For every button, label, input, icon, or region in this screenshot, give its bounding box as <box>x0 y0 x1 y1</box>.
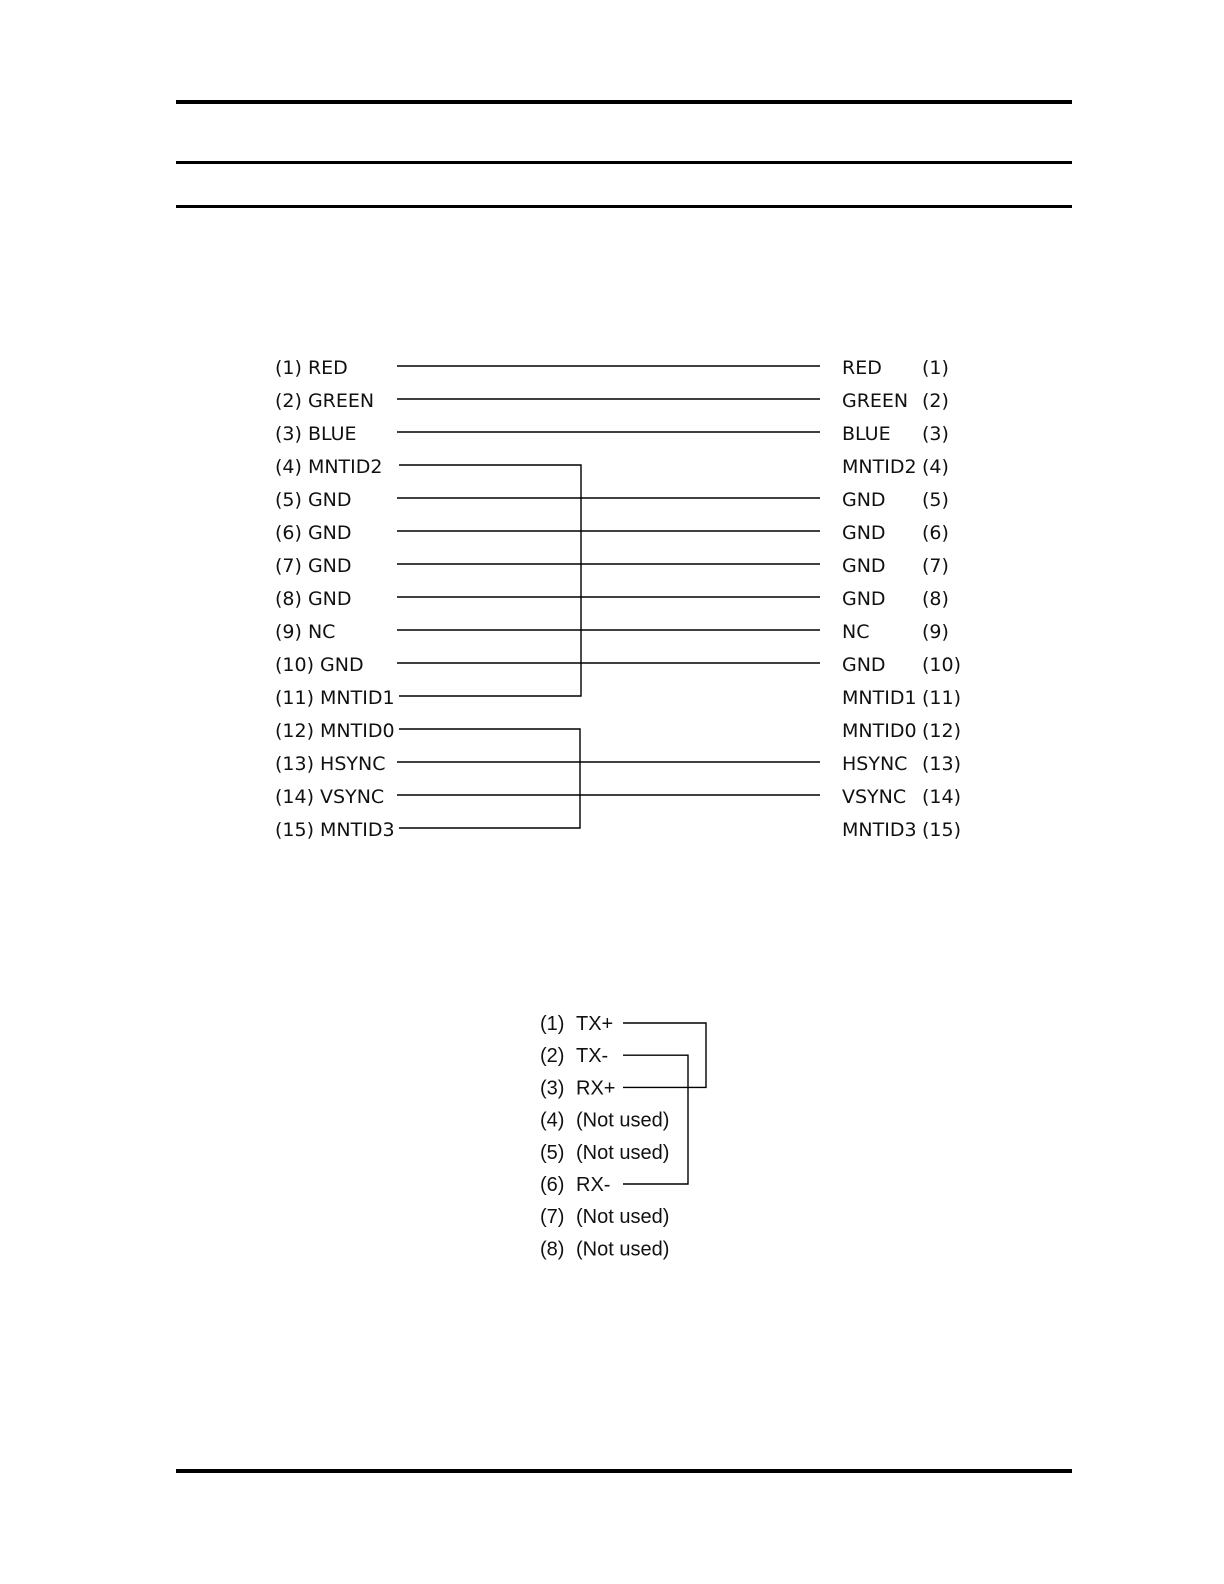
vga-loopback-wire <box>399 465 581 696</box>
lan-loopback-diagram <box>540 1013 706 1260</box>
lan-pin-number: (4) <box>540 1109 565 1132</box>
vga-right-pin-name: MNTID1 <box>842 687 917 709</box>
vga-right-pin-number: (11) <box>922 687 962 709</box>
vga-left-pin-label: (6) GND <box>275 522 352 544</box>
vga-left-pin-label: (15) MNTID3 <box>275 819 395 841</box>
lan-pin-number: (5) <box>540 1141 565 1164</box>
vga-right-pin-name: GND <box>842 489 886 511</box>
vga-cable-diagram <box>275 357 961 841</box>
vga-left-pin-label: (12) MNTID0 <box>275 720 395 742</box>
vga-left-pin-label: (5) GND <box>275 489 352 511</box>
vga-left-pin-label: (4) MNTID2 <box>275 456 383 478</box>
vga-right-pin-number: (6) <box>922 522 949 544</box>
lan-pin-number: (7) <box>540 1206 565 1229</box>
vga-right-pin-name: MNTID2 <box>842 456 917 478</box>
lan-pin-name: RX+ <box>576 1077 616 1100</box>
vga-right-pin-name: MNTID3 <box>842 819 917 841</box>
vga-left-pin-label: (10) GND <box>275 654 364 676</box>
vga-right-pin-name: GND <box>842 588 886 610</box>
lan-pin-name: (Not used) <box>576 1141 670 1164</box>
lan-pin-number: (3) <box>540 1077 565 1100</box>
vga-left-pin-label: (11) MNTID1 <box>275 687 395 709</box>
vga-right-pin-number: (8) <box>922 588 949 610</box>
vga-right-pin-number: (10) <box>922 654 962 676</box>
vga-loopback-wire <box>399 729 580 828</box>
lan-pin-number: (1) <box>540 1013 565 1035</box>
lan-pin-number: (2) <box>540 1045 565 1068</box>
vga-right-pin-name: BLUE <box>842 423 891 445</box>
vga-left-pin-label: (7) GND <box>275 555 352 577</box>
vga-right-pin-name: VSYNC <box>842 786 907 808</box>
lan-pin-name: (Not used) <box>576 1238 670 1261</box>
vga-right-pin-number: (7) <box>922 555 949 577</box>
vga-right-pin-name: GREEN <box>842 390 909 412</box>
vga-right-pin-number: (1) <box>922 357 949 379</box>
vga-left-pin-label: (3) BLUE <box>275 423 357 445</box>
lan-pin-number: (8) <box>540 1238 565 1261</box>
lan-pin-name: RX- <box>576 1174 611 1196</box>
vga-left-pin-label: (9) NC <box>275 621 336 643</box>
vga-right-pin-number: (13) <box>922 753 962 775</box>
vga-right-pin-number: (3) <box>922 423 949 445</box>
vga-right-pin-name: GND <box>842 555 886 577</box>
lan-pin-name: (Not used) <box>576 1206 670 1229</box>
vga-left-pin-label: (1) RED <box>275 357 348 379</box>
lan-pin-name: TX+ <box>576 1013 614 1035</box>
vga-right-pin-name: GND <box>842 654 886 676</box>
vga-right-pin-number: (2) <box>922 390 949 412</box>
vga-right-pin-name: NC <box>842 621 870 643</box>
lan-pin-name: TX- <box>576 1045 609 1068</box>
vga-right-pin-name: GND <box>842 522 886 544</box>
vga-right-pin-number: (9) <box>922 621 949 643</box>
vga-right-pin-name: RED <box>842 357 882 379</box>
vga-right-pin-name: HSYNC <box>842 753 908 775</box>
lan-pin-number: (6) <box>540 1174 565 1196</box>
vga-left-pin-label: (2) GREEN <box>275 390 375 412</box>
vga-left-pin-label: (14) VSYNC <box>275 786 385 808</box>
vga-left-pin-label: (8) GND <box>275 588 352 610</box>
vga-right-pin-number: (15) <box>922 819 962 841</box>
vga-right-pin-number: (14) <box>922 786 962 808</box>
vga-right-pin-number: (4) <box>922 456 949 478</box>
vga-right-pin-number: (5) <box>922 489 949 511</box>
vga-right-pin-name: MNTID0 <box>842 720 917 742</box>
vga-right-pin-number: (12) <box>922 720 962 742</box>
lan-pin-name: (Not used) <box>576 1109 670 1132</box>
vga-left-pin-label: (13) HSYNC <box>275 753 386 775</box>
